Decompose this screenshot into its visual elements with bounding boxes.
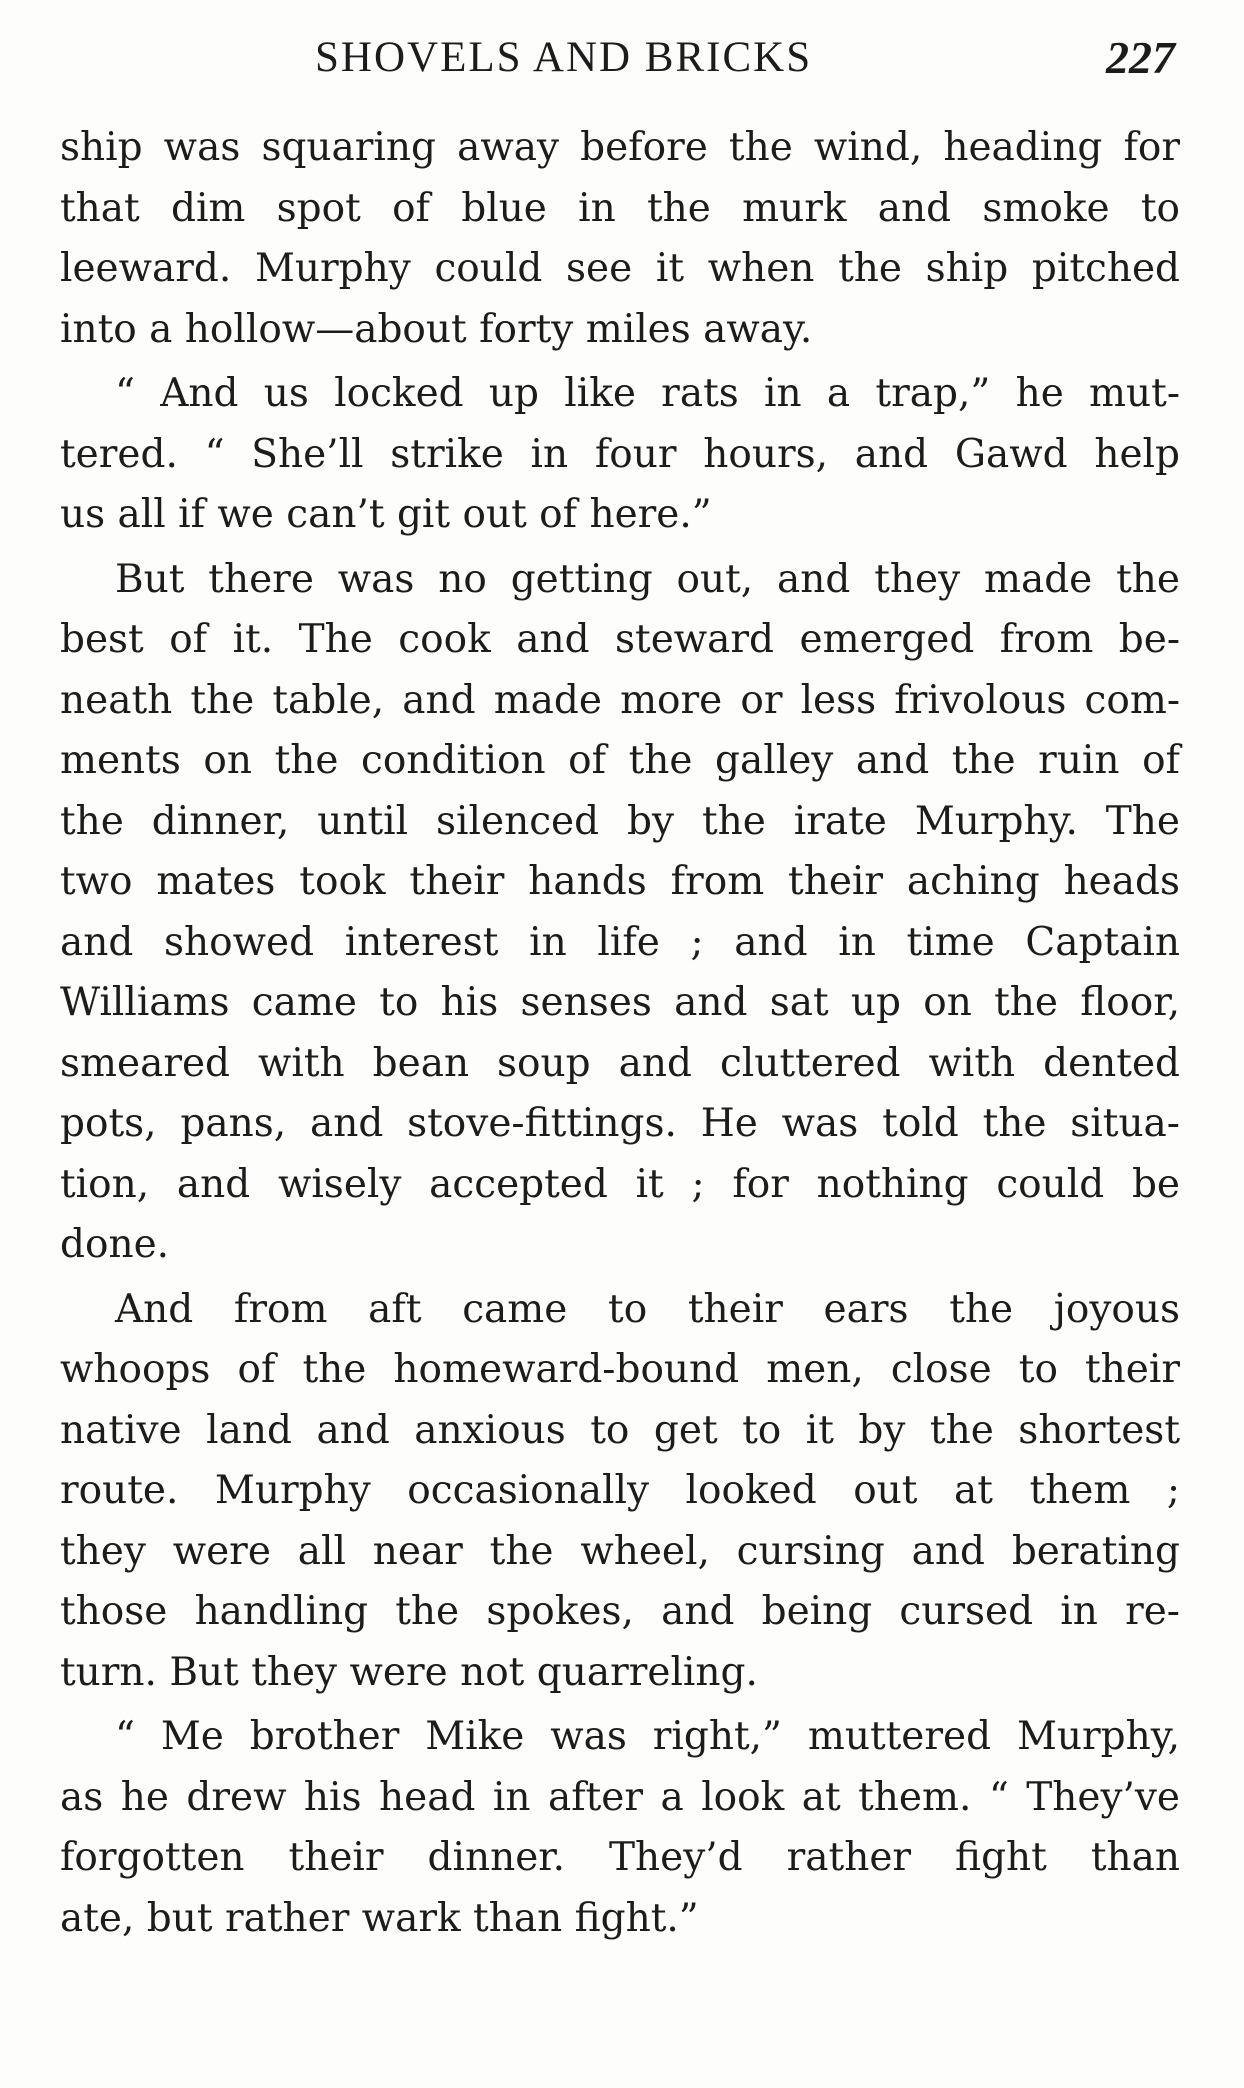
text-line: native land and anxious to get to it by the shortest [60, 1407, 1180, 1453]
text-line: the dinner, until silenced by the irate Murphy. The [60, 798, 1180, 844]
page-number: 227 [1106, 32, 1175, 83]
text-line: as he drew his head in after a look at them. “ They’ve [60, 1774, 1180, 1820]
text-line: But there was no getting out, and they made the [115, 556, 1180, 602]
paragraph [60, 1707, 1180, 1949]
text-line: whoops of the homeward-bound men, close to their [60, 1347, 1180, 1392]
text-line: into a hollow—about forty miles away. [60, 306, 813, 352]
text-line: that dim spot of blue in the murk and smoke to [60, 185, 1180, 231]
paragraph [60, 1280, 1180, 1704]
running-head-title: SHOVELS AND BRICKS [315, 34, 813, 81]
text-line: best of it. The cook and steward emerged from be- [60, 617, 1180, 662]
text-line: those handling the spokes, and being cursed in re- [60, 1589, 1180, 1634]
text-line: tered. “ She’ll strike in four hours, and Gawd help [60, 431, 1180, 477]
running-head [60, 28, 1180, 88]
text-line: forgotten their dinner. They’d rather fight than [60, 1835, 1180, 1880]
text-line: Williams came to his senses and sat up on the floor, [60, 980, 1180, 1025]
paragraph [60, 118, 1180, 360]
body-text [60, 118, 1180, 1953]
text-line: done. [60, 1222, 170, 1267]
text-line: two mates took their hands from their aching heads [60, 859, 1180, 904]
text-line: and showed interest in life ; and in time Captain [60, 919, 1180, 965]
paragraph [60, 364, 1180, 546]
text-line: neath the table, and made more or less frivolous com- [60, 677, 1180, 723]
paragraph [60, 550, 1180, 1276]
text-line: “ Me brother Mike was right,” muttered Murphy, [115, 1714, 1180, 1759]
text-line: ments on the condition of the galley and the ruin of [60, 738, 1180, 783]
text-line: leeward. Murphy could see it when the ship pitched [60, 246, 1180, 291]
text-line: ate, but rather wark than fight.” [60, 1895, 699, 1941]
text-line: turn. But they were not quarreling. [60, 1649, 758, 1695]
text-line: route. Murphy occasionally looked out at them ; [60, 1468, 1180, 1513]
text-line: they were all near the wheel, cursing and berating [60, 1528, 1180, 1574]
text-line: ship was squaring away before the wind, heading for [60, 125, 1180, 170]
text-line: And from aft came to their ears the joyous [115, 1286, 1180, 1332]
text-line: pots, pans, and stove-fittings. He was told the situa- [60, 1101, 1180, 1146]
text-line: smeared with bean soup and cluttered with dented [60, 1040, 1180, 1086]
text-line: tion, and wisely accepted it ; for nothing could be [60, 1161, 1180, 1207]
text-line: us all if we can’t git out of here.” [60, 492, 712, 537]
text-line: “ And us locked up like rats in a trap,” he mut- [115, 371, 1180, 416]
